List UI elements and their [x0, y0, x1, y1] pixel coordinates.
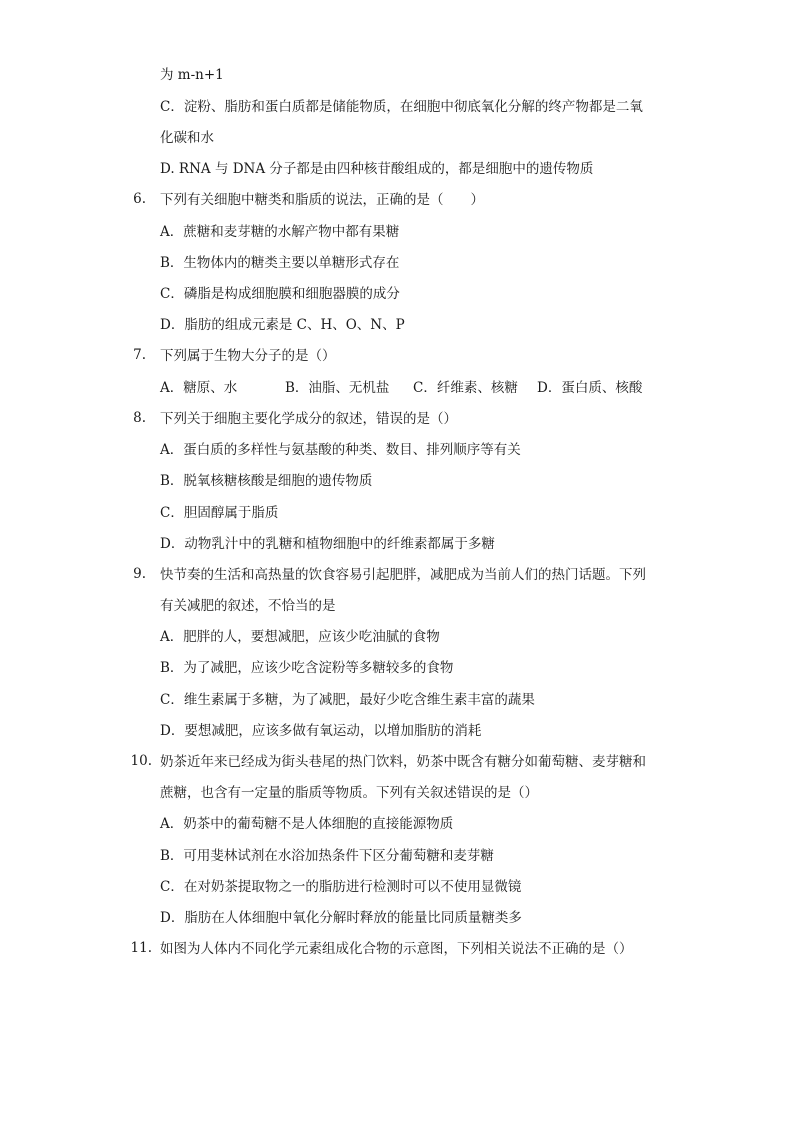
question-stem: 快节奏的生活和高热量的饮食容易引起肥胖，减肥成为当前人们的热门话题。下列 — [160, 567, 646, 583]
question-number: 10. — [130, 753, 152, 769]
question-stem: 如图为人体内不同化学元素组成化合物的示意图，下列相关说法不正确的是（） — [160, 941, 633, 957]
question-number: 9. — [133, 566, 146, 582]
option-d: D. RNA 与 DNA 分子都是由四种核苷酸组成的，都是细胞中的遗传物质 — [160, 161, 594, 177]
option: B．为了减肥，应该少吃含淀粉等多糖较多的食物 — [160, 660, 454, 676]
option: C．维生素属于多糖，为了减肥，最好少吃含维生素丰富的蔬果 — [160, 692, 535, 708]
option: D．蛋白质、核酸 — [537, 380, 643, 396]
question-stem: 下列关于细胞主要化学成分的叙述，错误的是（） — [160, 411, 457, 427]
question-number: 7. — [133, 347, 146, 363]
continuation-text: 为 m-n+1 — [160, 67, 224, 83]
option: B．油脂、无机盐 — [285, 380, 390, 396]
option: D．脂肪在人体细胞中氧化分解时释放的能量比同质量糖类多 — [160, 910, 522, 926]
option: D．要想减肥，应该多做有氧运动，以增加脂肪的消耗 — [160, 723, 482, 739]
option: C．胆固醇属于脂质 — [160, 505, 279, 521]
option: C．纤维素、核糖 — [413, 380, 518, 396]
question-stem-cont: 蔗糖，也含有一定量的脂质等物质。下列有关叙述错误的是（） — [160, 785, 538, 801]
option: A．蛋白质的多样性与氨基酸的种类、数目、排列顺序等有关 — [160, 442, 521, 458]
question-stem: 下列属于生物大分子的是（） — [160, 348, 336, 364]
option: D．脂肪的组成元素是 C、H、O、N、P — [160, 317, 405, 333]
option: C．磷脂是构成细胞膜和细胞器膜的成分 — [160, 286, 400, 302]
option: A．肥胖的人，要想减肥，应该少吃油腻的食物 — [160, 629, 440, 645]
question-number: 11. — [130, 940, 152, 956]
question-stem-cont: 有关减肥的叙述，不恰当的是 — [160, 598, 336, 614]
question-stem: 下列有关细胞中糖类和脂质的说法，正确的是（ ） — [160, 192, 484, 208]
option: D．动物乳汁中的乳糖和植物细胞中的纤维素都属于多糖 — [160, 536, 495, 552]
option: B．脱氧核糖核酸是细胞的遗传物质 — [160, 473, 373, 489]
option: A．蔗糖和麦芽糖的水解产物中都有果糖 — [160, 224, 400, 240]
option: A．糖原、水 — [160, 380, 238, 396]
option-c-line1: C．淀粉、脂肪和蛋白质都是储能物质，在细胞中彻底氧化分解的终产物都是二氧 — [160, 99, 643, 115]
question-number: 6. — [133, 191, 146, 207]
option: B．可用斐林试剂在水浴加热条件下区分葡萄糖和麦芽糖 — [160, 848, 494, 864]
question-number: 8. — [133, 410, 146, 426]
option: C．在对奶茶提取物之一的脂肪进行检测时可以不使用显微镜 — [160, 879, 522, 895]
question-stem: 奶茶近年来已经成为街头巷尾的热门饮料，奶茶中既含有糖分如葡萄糖、麦芽糖和 — [160, 754, 646, 770]
option-c-line2: 化碳和水 — [160, 130, 214, 146]
option: B．生物体内的糖类主要以单糖形式存在 — [160, 255, 400, 271]
option: A．奶茶中的葡萄糖不是人体细胞的直接能源物质 — [160, 816, 454, 832]
